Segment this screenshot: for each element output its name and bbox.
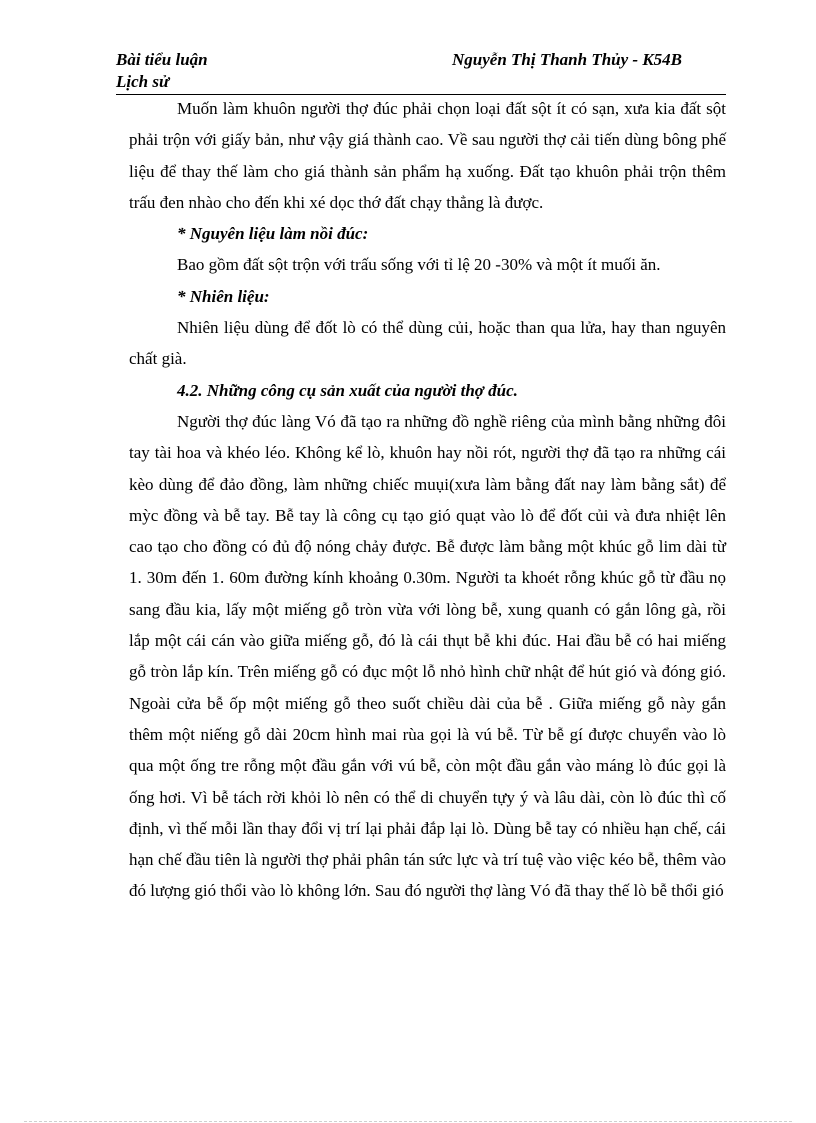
page-bottom-divider [24,1121,792,1122]
paragraph-pot-materials: Bao gồm đất sột trộn với trấu sống với tỉ lệ 20 -30% và một ít muối ăn. [177,255,661,275]
paragraph-mold-clay: Muốn làm khuôn người thợ đúc phải chọn loại đất sột ít có sạn, xưa kia đất sột phải trộn với giấy bản, như vậy giá thành cao. Về sau người thợ cải tiến dùng bông phế liệu để thay thế làm cho giá thành sản phẩm hạ xuống. Đất tạo khuôn phải trộn thêm trấu đen nhào cho đến khi xé dọc thớ đất chạy thẳng là được. [129,99,726,212]
header-subject: Lịch sử [116,70,726,95]
header-author: Nguyễn Thị Thanh Thủy - K54B [452,50,683,69]
paragraph-tools: Người thợ đúc làng Vó đã tạo ra những đồ nghề riêng của mình bằng những đôi tay tài hoa và khéo léo. Không kể lò, khuôn hay nồi rót, người thợ đã tạo ra những cái kèo dùng để đảo đồng, làm những chiếc muụi(xưa làm bằng đất nay làm bằng sắt) để mỳc đồng và bễ tay. Bễ tay là công cụ tạo gió quạt vào lò để đốt củi và đưa nhiệt lên cao tạo cho đồng có đủ độ nóng chảy được. Bễ được làm bằng một khúc gỗ lim dài từ 1. 30m đến 1. 60m đường kính khoảng 0.30m. Người ta khoét rỗng khúc gỗ từ đầu nọ sang đầu kia, lấy một miếng gỗ tròn vừa với lòng bễ, xung quanh có gắn lông gà, rồi lắp một cái cán vào giữa miếng gỗ, đó là cái thụt bễ khi đúc. Hai đầu bễ có hai miếng gỗ tròn lắp kín. Trên miếng gỗ có đục một lỗ nhỏ hình chữ nhật để hút gió và đóng gió. Ngoài cửa bễ ốp một miếng gỗ theo suốt chiều dài của bễ . Giữa miếng gỗ này gắn thêm một niếng gỗ dài 20cm hình mai rùa gọi là vú bễ. Từ bễ gí được chuyển vào lò qua một ống tre rỗng một đầu gắn với vú bễ, còn một đầu gắn vào máng lò đúc gọi là ống hơi. Vì bễ tách rời khỏi lò nên có thể di chuyển tựy ý và lâu dài, còn lò đúc thì cố định, vì thế mỗi lần thay đổi vị trí lại phải đắp lại lò. Dùng bễ tay có nhiều hạn chế, cái hạn chế đầu tiên là người thợ phải phân tán sức lực và trí tuệ vào việc kéo bễ, thêm vào đó lượng gió thổi vào lò không lớn. Sau đó người thợ làng Vó đã thay thế lò bễ thổi gió [129,411,726,901]
heading-pot-materials: * Nguyên liệu làm nồi đúc: [177,224,369,244]
paragraph-fuel: Nhiên liệu dùng để đốt lò có thể dùng củi, hoặc than qua lửa, hay than nguyên chất già. [129,318,726,369]
document-body [129,93,726,907]
heading-fuel: * Nhiên liệu: [177,286,270,306]
header-document-type: Bài tiểu luận [116,50,208,69]
section-heading-tools: 4.2. Những công cụ sản xuất của người thợ đúc. [177,380,518,400]
